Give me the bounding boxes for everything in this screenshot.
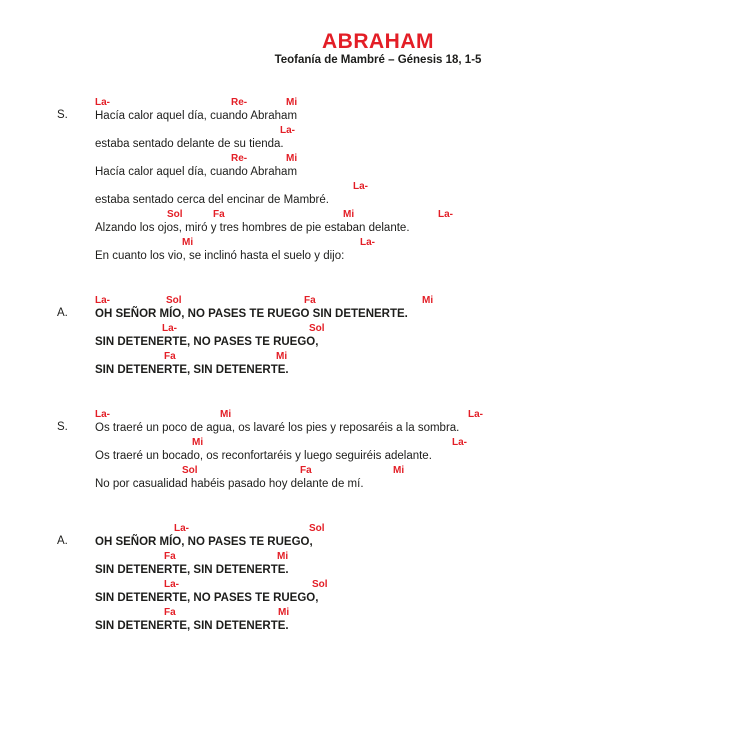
chord-label: Mi [220, 409, 232, 420]
chord-label: Mi [276, 351, 288, 362]
lyric-text: estaba sentado cerca del encinar de Mambré. [95, 194, 329, 206]
chord-line [95, 152, 736, 165]
chord-label: La- [174, 523, 189, 534]
chord-line [95, 124, 736, 137]
lyric-row [95, 152, 736, 180]
lyric-row [95, 124, 736, 152]
lyric-text: SIN DETENERTE, SIN DETENERTE. [95, 364, 289, 376]
chord-label: Mi [277, 551, 289, 562]
lyric-text: SIN DETENERTE, NO PASES TE RUEGO, [95, 592, 319, 604]
chord-label: Fa [213, 209, 225, 220]
chord-line [95, 322, 736, 335]
chord-label: Mi [422, 295, 434, 306]
lyric-row [95, 236, 736, 264]
chord-label: Mi [343, 209, 355, 220]
chord-label: La- [95, 97, 110, 108]
section-marker: A. [57, 307, 68, 319]
lyric-row [95, 606, 736, 634]
chord-line [95, 464, 736, 477]
chord-line [95, 578, 736, 591]
lyric-text: Hacía calor aquel día, cuando Abraham [95, 166, 298, 178]
chord-label: Sol [167, 209, 183, 220]
section-marker: A. [57, 535, 68, 547]
chord-label: La- [164, 579, 179, 590]
lyric-text: estaba sentado delante de su tienda. [95, 138, 284, 150]
chord-line [95, 96, 736, 109]
song-title: ABRAHAM [322, 30, 434, 53]
chord-label: Sol [182, 465, 198, 476]
lyric-row [95, 350, 736, 378]
chord-label: Fa [164, 351, 176, 362]
chord-line [95, 180, 736, 193]
section-rows [95, 96, 736, 264]
lyric-text: SIN DETENERTE, SIN DETENERTE. [95, 564, 289, 576]
lyric-text: Alzando los ojos, miró y tres hombres de pie estaban delante. [95, 222, 410, 234]
chord-line [95, 606, 736, 619]
chord-label: Re- [231, 97, 248, 108]
chord-label: Sol [309, 323, 325, 334]
section-marker: S. [57, 109, 68, 121]
song-section-2 [57, 294, 736, 378]
chord-label: Fa [304, 295, 316, 306]
song-body [57, 96, 736, 664]
chord-line [95, 550, 736, 563]
song-section-4 [57, 522, 736, 634]
chord-label: Mi [393, 465, 405, 476]
lyric-text: OH SEÑOR MÍO, NO PASES TE RUEGO, [95, 536, 313, 548]
chord-line [95, 350, 736, 363]
lyric-row [95, 322, 736, 350]
lyric-row [95, 180, 736, 208]
chord-label: Fa [164, 551, 176, 562]
section-rows [95, 294, 736, 378]
chord-line [95, 236, 736, 249]
lyric-text: Hacía calor aquel día, cuando Abraham [95, 110, 298, 122]
chord-label: Mi [278, 607, 290, 618]
chord-label: La- [468, 409, 483, 420]
chord-label: La- [353, 181, 368, 192]
chord-label: Re- [231, 153, 248, 164]
lyric-text: En cuanto los vio, se inclinó hasta el suelo y dijo: [95, 250, 345, 262]
chord-label: Mi [192, 437, 204, 448]
chord-label: La- [360, 237, 375, 248]
lyric-row [95, 550, 736, 578]
chord-line [95, 294, 736, 307]
chord-label: Sol [309, 523, 325, 534]
song-section-1 [57, 96, 736, 264]
chord-line [95, 436, 736, 449]
chord-label: Fa [164, 607, 176, 618]
lyric-row [95, 578, 736, 606]
chord-label: Sol [166, 295, 182, 306]
chord-line [95, 208, 736, 221]
song-section-3 [57, 408, 736, 492]
chord-label: La- [95, 409, 110, 420]
lyric-text: OH SEÑOR MÍO, NO PASES TE RUEGO SIN DETENERTE. [95, 308, 408, 320]
chord-label: La- [162, 323, 177, 334]
chord-label: La- [280, 125, 295, 136]
lyric-text: SIN DETENERTE, NO PASES TE RUEGO, [95, 336, 319, 348]
chord-label: La- [438, 209, 453, 220]
lyric-row [95, 522, 736, 550]
lyric-text: Os traeré un poco de agua, os lavaré los pies y reposaréis a la sombra. [95, 422, 460, 434]
lyric-text: Os traeré un bocado, os reconfortaréis y luego seguiréis adelante. [95, 450, 432, 462]
chord-label: Mi [286, 153, 298, 164]
lyric-row [95, 464, 736, 492]
lyric-text: SIN DETENERTE, SIN DETENERTE. [95, 620, 289, 632]
song-subtitle: Teofanía de Mambré – Génesis 18, 1-5 [274, 54, 482, 66]
lyric-text: No por casualidad habéis pasado hoy delante de mí. [95, 478, 364, 490]
lyric-row [95, 436, 736, 464]
section-rows [95, 408, 736, 492]
chord-label: Fa [300, 465, 312, 476]
chord-line [95, 522, 736, 535]
chord-label: Sol [312, 579, 328, 590]
lyric-row [95, 96, 736, 124]
chord-label: Mi [182, 237, 194, 248]
lyric-row [95, 408, 736, 436]
chord-label: Mi [286, 97, 298, 108]
section-rows [95, 522, 736, 634]
lyric-row [95, 208, 736, 236]
chord-label: La- [452, 437, 467, 448]
chord-label: La- [95, 295, 110, 306]
lyric-row [95, 294, 736, 322]
chord-line [95, 408, 736, 421]
section-marker: S. [57, 421, 68, 433]
